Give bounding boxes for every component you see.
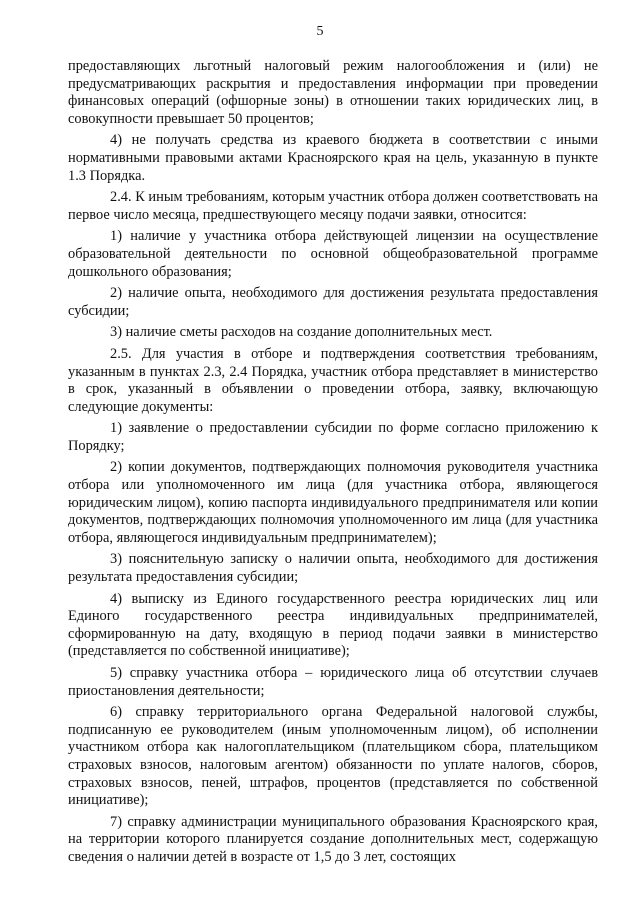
paragraph: 1) наличие у участника отбора действующей лицензии на осуществление образовательной деятельности по основной общеобразовательной программе дошкольного образования; [68, 228, 598, 280]
paragraph: 2) наличие опыта, необходимого для достижения результата предоставления субсидии; [68, 285, 598, 319]
paragraph: предоставляющих льготный налоговый режим налогообложения и (или) не предусматривающих раскрытия и предоставления информации при проведении финансовых операций (офшорные зоны) в отношении таких юридических лиц, в совокупности превышает 50 процентов; [68, 58, 598, 127]
paragraph: 6) справку территориального органа Федеральной налоговой службы, подписанную ее руководителем (иным уполномоченным лицом), об исполнении участником отбора как налогоплательщиком (плательщиком сбора, плательщиком страховых взносов, налоговым агентом) обязанности по уплате налогов, сборов, страховых взносов, пеней, штрафов, процентов (представляется по собственной инициативе); [68, 704, 598, 809]
paragraph: 1) заявление о предоставлении субсидии по форме согласно приложению к Порядку; [68, 420, 598, 454]
paragraph: 7) справку администрации муниципального образования Красноярского края, на территории которого планируется создание дополнительных мест, содержащую сведения о наличии детей в возрасте от 1,5 до 3 лет, состоящих [68, 813, 598, 865]
paragraph: 2) копии документов, подтверждающих полномочия руководителя участника отбора или уполномоченного им лица (для участника отбора, являющегося юридическим лицом), копию паспорта индивидуального предпринимателя или копии документов, подтверждающих полномочия уполномоченного им лица (для участника отбора, являющегося индивидуальным предпринимателем); [68, 459, 598, 546]
paragraph: 3) пояснительную записку о наличии опыта, необходимого для достижения результата предоставления субсидии; [68, 551, 598, 586]
paragraph: 3) наличие сметы расходов на создание дополнительных мест. [110, 324, 493, 341]
paragraph: 2.4. К иным требованиям, которым участник отбора должен соответствовать на первое число месяца, предшествующего месяцу подачи заявки, относится: [68, 189, 598, 223]
paragraph: 2.5. Для участия в отборе и подтверждения соответствия требованиям, указанным в пунктах 2.3, 2.4 Порядка, участник отбора представляет в министерство в срок, указанный в объявлении о проведении отбора, заявку, включающую следующие документы: [68, 345, 598, 415]
page-number: 5 [316, 24, 324, 39]
paragraph: 4) выписку из Единого государственного реестра юридических лиц или Единого государственного реестра индивидуальных предпринимателей, сформированную на дату, входящую в период подачи заявки в министерство (представляется по собственной инициативе); [68, 590, 598, 660]
paragraph: 4) не получать средства из краевого бюджета в соответствии с иными нормативными правовыми актами Красноярского края на цель, указанную в пункте 1.3 Порядка. [68, 132, 598, 184]
paragraph: 5) справку участника отбора – юридического лица об отсутствии случаев приостановления деятельности; [68, 665, 598, 699]
document-body [68, 58, 598, 871]
